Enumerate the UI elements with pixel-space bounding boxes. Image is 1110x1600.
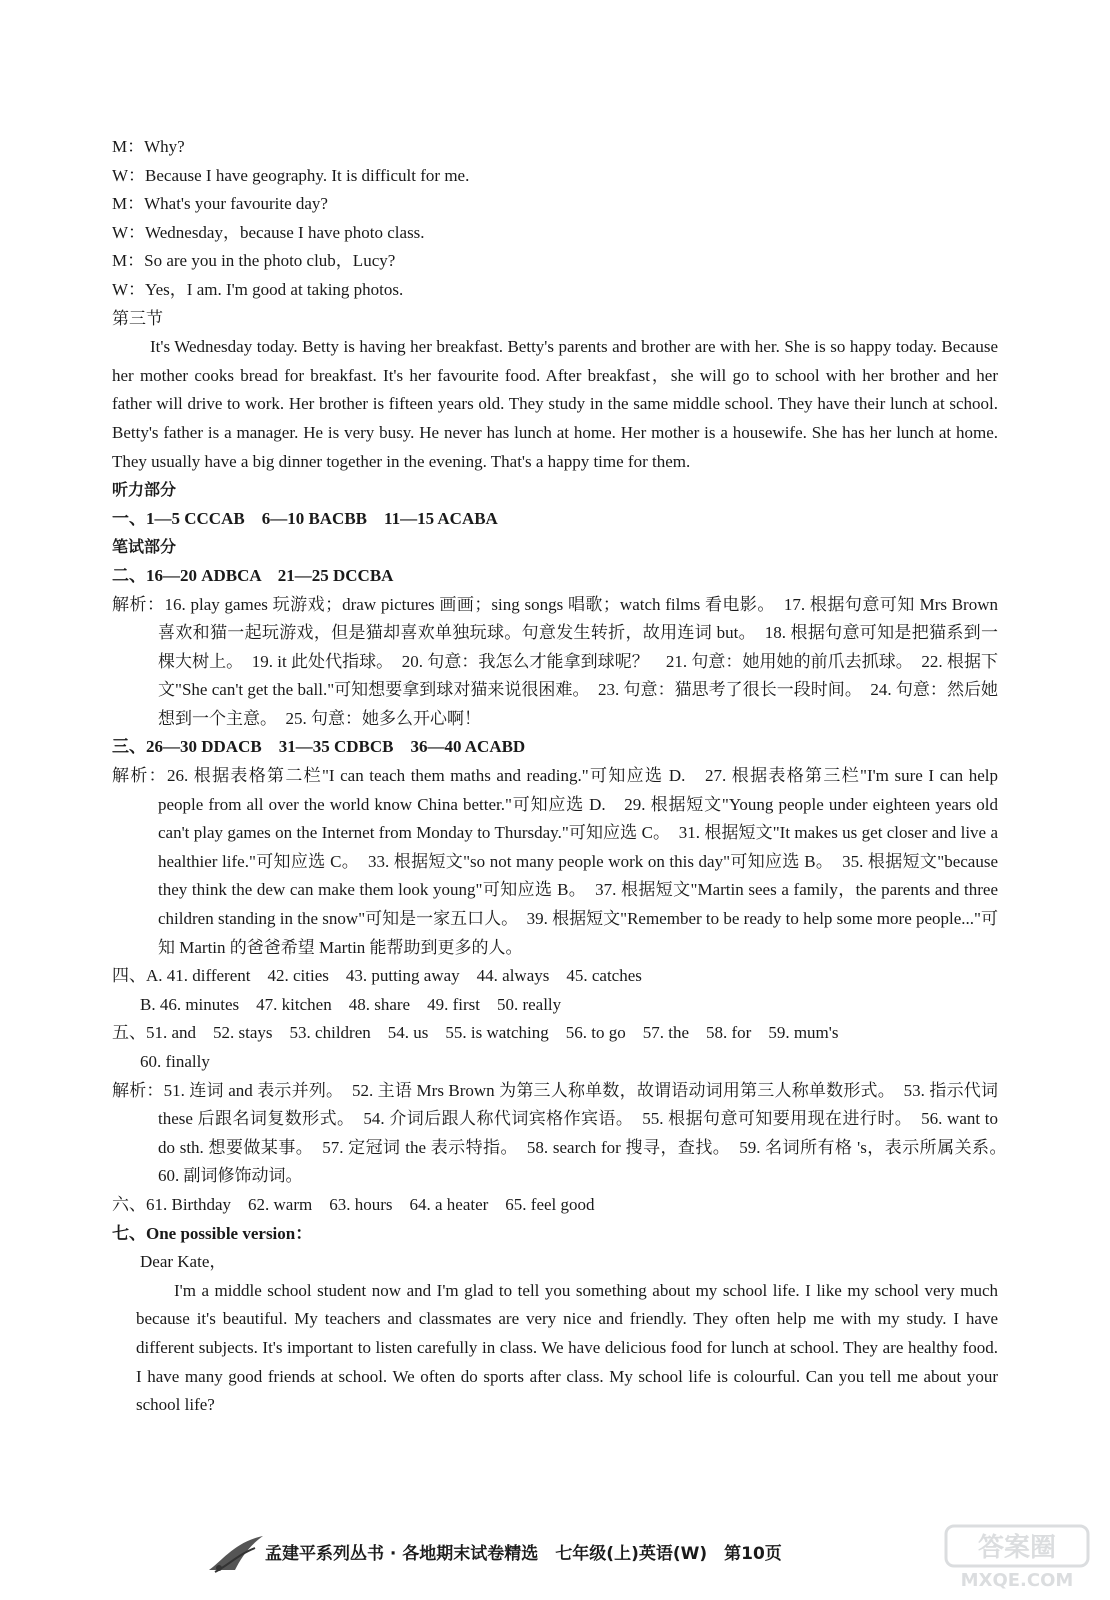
dialogue-line: M：So are you in the photo club，Lucy? bbox=[112, 251, 396, 271]
page-footer bbox=[205, 1539, 905, 1569]
explanation-part-3: 解析：26. 根据表格第二栏"I can teach them maths and reading."可知应选 D. 27. 根据表格第三栏"I'm sure I can help people from all over the world know China better."可知应选 D. 29. 根据短文"Young people under eighteen years old can't play games on the Internet from Monday to Thursday."可知应选 C。 31. 根据短文"It makes us get closer and live a healthier life."可知应选 C。 33. 根据短文"so not many people work on this day"可知应选 B。 35. 根据短文"because they think the dew can make them look young"可知应选 B。 37. 根据短文"Martin sees a family，the parents and three children standing in the snow"可知是一家五口人。 39. 根据短文"Remember to be ready to help some more people..."可知 Martin 的爸爸希望 Martin 能帮助到更多的人。 bbox=[112, 766, 998, 957]
section3-title: 第三节 bbox=[112, 308, 163, 328]
watermark-logo-icon bbox=[942, 1520, 1092, 1592]
answers-part-2: 二、16—20 ADBCA 21—25 DCCBA bbox=[112, 565, 394, 585]
explanation-part-5: 解析：51. 连词 and 表示并列。 52. 主语 Mrs Brown 为第三人称单数，故谓语动词用第三人称单数形式。 53. 指示代词 these 后跟名词复数形式。 54. 介词后跟人称代词宾格作宾语。 55. 根据句意可知要用现在进行时。 56. want to do sth. 想要做某事。 57. 定冠词 the 表示特指。 58. search for 搜寻，查找。 59. 名词所有格 's，表示所属关系。 60. 副词修饰动词。 bbox=[112, 1080, 1015, 1186]
answers-part-4b: B. 46. minutes 47. kitchen 48. share 49. first 50. really bbox=[140, 994, 562, 1014]
footer-text: 孟建平系列丛书 · 各地期末试卷精选 七年级(上)英语(W) 第10页 bbox=[265, 1544, 782, 1564]
listening-heading: 听力部分 bbox=[112, 480, 177, 500]
explanation-part-2: 解析：16. play games 玩游戏；draw pictures 画画；sing songs 唱歌；watch films 看电影。 17. 根据句意可知 Mrs Brown 喜欢和猫一起玩游戏，但是猫却喜欢单独玩球。句意发生转折，故用连词 but。 18. 根据句意可知是把猫系到一棵大树上。 19. it 此处代指球。 20. 句意：我怎么才能拿到球呢？ 21. 句意：她用她的前爪去抓球。 22. 根据下文"She can't get the ball."可知想要拿到球对猫来说很困难。 23. 句意：猫思考了很长一段时间。 24. 句意：然后她想到一个主意。 25. 句意：她多么开心啊！ bbox=[112, 594, 998, 728]
answers-part-1: 一、1—5 CCCAB 6—10 BACBB 11—15 ACABA bbox=[112, 508, 498, 528]
dialogue-line: M：What's your favourite day? bbox=[112, 194, 328, 214]
dialogue-line: W：Because I have geography. It is difficult for me. bbox=[112, 165, 470, 185]
section3-text: It's Wednesday today. Betty is having her breakfast. Betty's parents and brother are with her. She is so happy today. Because her mother cooks bread for breakfast. It's her favourite food. After breakfast，she will go to school with her brother and her father will drive to work. Her brother is fifteen years old. They study in the same middle school. They have their lunch at school. Betty's father is a manager. He is very busy. He never has lunch at home. Her mother is a housewife. She has her lunch at home. They usually have a big dinner together in the evening. That's a happy time for them. bbox=[112, 337, 998, 471]
answers-part-6: 六、61. Birthday 62. warm 63. hours 64. a heater 65. feel good bbox=[112, 1194, 595, 1214]
written-heading: 笔试部分 bbox=[112, 537, 177, 557]
answers-part-4a: 四、A. 41. different 42. cities 43. putting away 44. always 45. catches bbox=[112, 966, 642, 986]
watermark-bottom-text: MXQE.COM bbox=[960, 1570, 1074, 1591]
dialogue-line: M：Why? bbox=[112, 137, 185, 156]
answers-part-7: 七、One possible version： bbox=[112, 1223, 313, 1243]
watermark-top-text: 答案圈 bbox=[977, 1533, 1057, 1563]
letter-body: I'm a middle school student now and I'm glad to tell you something about my school life. I like my school very much because it's beautiful. My teachers and classmates are very nice and friendly. They often help me with my study. I have different subjects. It's important to listen carefully in class. We have delicious food for lunch at school. They are healthy food. I have many good friends at school. We often do sports after class. My school life is colourful. Can you tell me about your school life? bbox=[136, 1280, 998, 1415]
dialogue-line: W：Yes，I am. I'm good at taking photos. bbox=[112, 279, 404, 299]
dialogue-line: W：Wednesday，because I have photo class. bbox=[112, 222, 425, 242]
letter-greeting: Dear Kate， bbox=[140, 1252, 227, 1272]
answer-content bbox=[112, 133, 1015, 1420]
answers-part-5b: 60. finally bbox=[140, 1052, 210, 1071]
answers-part-3: 三、26—30 DDACB 31—35 CDBCB 36—40 ACABD bbox=[112, 737, 526, 757]
answers-part-5a: 五、51. and 52. stays 53. children 54. us 55. is watching 56. to go 57. the 58. for 59. mum's bbox=[112, 1023, 839, 1043]
